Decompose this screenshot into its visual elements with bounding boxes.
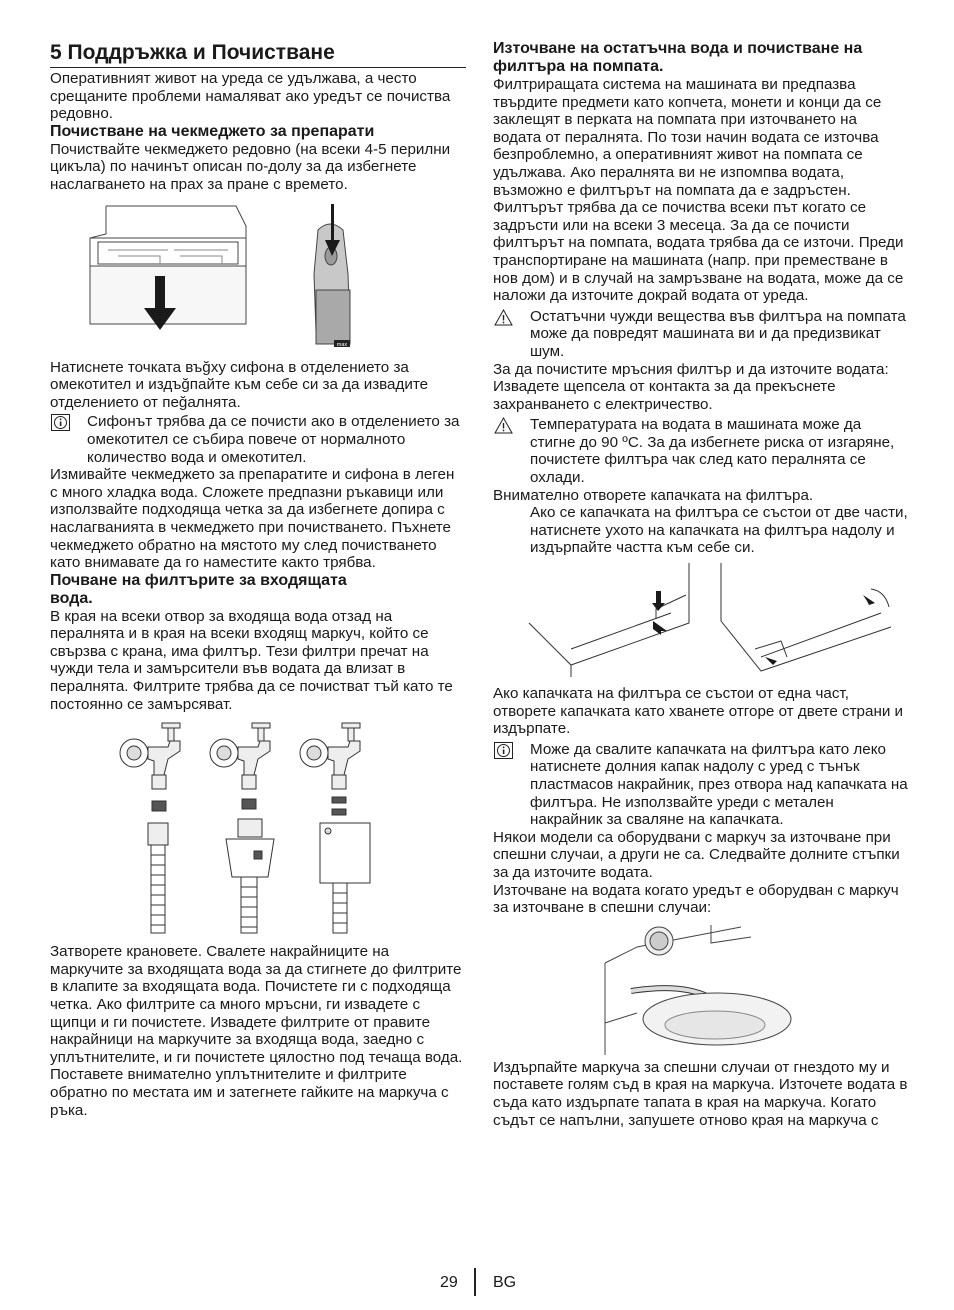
- warning-icon: [494, 417, 513, 434]
- arrow-icon: [653, 621, 667, 635]
- page-number: 29: [440, 1274, 458, 1291]
- footer-divider: [474, 1268, 476, 1296]
- pump-paragraph-3: Извадете щепсела от контакта за да прекъснете захранването с електричество.: [493, 378, 836, 413]
- drawer-note: Сифонът трябва да се почисти ако в отделението за омекотител се събира повече от нормалното количество вода и омекотител.: [50, 413, 466, 466]
- tap-middle: [210, 723, 274, 933]
- drawer-paragraph-3: Измивайте чекмеджето за препаратите и сифона в леген с много хладка вода. Сложете предпазни ръкавици или използвайте подходяща четка за да избегнете допира с наслагванията в чекмеджето при почистването. Пъхнете чекмеджето обратно на мястото му след почистването като внимавате да го наместите както трябва.: [50, 466, 455, 572]
- arrow-icon: [863, 595, 875, 605]
- pump-paragraph-7: Някои модели са оборудвани с маркуч за източване при спешни случаи, а други не са. Следвайте долните стъпки за да източите водата.: [493, 828, 900, 881]
- inlet-paragraph-1: В края на всеки отвор за входяща вода отзад на пералнята и в края на всеки входящ маркуч, който се свързва с крана, има филтър. Тези филтри пречат на чужди тела и замърсители във водата да влизат в пералнята. Филтрите трябва да се почистват тъй като те постоянно се замърсяват.: [50, 607, 453, 713]
- pump-heading: Източване на остатъчна вода и почистване на филтъра на помпата.: [493, 40, 863, 75]
- emergency-hose-illustration: [601, 923, 801, 1055]
- warning-note-1: Остатъчни чужди вещества във филтъра на помпата може да повредят машината ви и да предизвикат шум.: [493, 308, 908, 361]
- pump-paragraph-8: Източване на водата когато уредът е оборудван с маркуч за източване в спешни случаи:: [493, 881, 899, 917]
- drawer-illustration: [68, 204, 448, 356]
- pump-paragraph-4: Внимателно отворете капачката на филтъра.: [493, 486, 814, 504]
- left-column: [50, 40, 466, 1119]
- pump-paragraph-9: Издърпайте маркуча за спешни случаи от гнездото му и поставете голям съд в края на маркуча. Източете водата в съда като издърпате тапата в края на маркуча. Когато съдът се напълни, запушете отново края на маркуча с: [493, 1058, 908, 1129]
- warning-icon: [494, 309, 513, 326]
- right-column: [493, 40, 908, 1129]
- drawer-paragraph-2: Натиснете точката въğху сифона в отделението за омекотител и издъğпайте към себе си за да извадите отделението от пеğалнята.: [50, 358, 429, 411]
- inlet-paragraph-2: Затворете крановете. Свалете накрайниците на маркучите за входящата вода за да стигнете до филтрите в клапите за входящата вода. Почистете ги с подходяща четка. Ако филтрите са много мръсни, ги извадете с щипци и ги почистете. Извадете филтрите от правите накрайници на маркучите за входяща вода, заедно с уплътнителите, и ги почистете цялостно под течаща вода. Поставете внимателно уплътнителите и филтрите обратно по местата им и затегнете гайките на маркуча с ръка.: [50, 943, 463, 1119]
- pump-paragraph-1: Филтриращата система на машината ви предпазва твърдите предмети като копчета, монети и конци да се заклещят в перката на помпата при източването на водата от пералнята. По този начин водата се източва безпроблемно, а оперативният живот на помпата се удължава. Ако пералнята ви не изпомпва водата, възможно е филтърът на помпата да е задръстен. Филтърът трябва да се почиства всеки път когато се задръсти или на всеки 3 месеца. За да се почисти филтърът на помпата, водата трябва да се източи. Преди транспортиране на машината (напр. при преместване в нов дом) и в случай на замръзване на водата, може да се наложи да източите докрай водата от уреда.: [493, 76, 904, 305]
- filter-cap-illustration: [511, 561, 891, 681]
- tap-right: [300, 723, 370, 933]
- arrow-icon: [652, 591, 665, 611]
- info-note: Може да свалите капачката на филтъра като леко натиснете долния капак надолу с уред с тънък пластмасов накрайник, през отвора над капачката на филтъра. Не използвайте уреди с метален накрайник за сваляне на капачката.: [493, 741, 908, 829]
- info-icon: [494, 742, 513, 759]
- max-label: max: [336, 341, 348, 348]
- pump-paragraph-6: Ако капачката на филтъра се състои от една част, отворете капачката като хванете отгоре от двете страни и издърпате.: [493, 685, 904, 738]
- tap-left: [120, 723, 180, 933]
- info-icon: [51, 414, 70, 431]
- pump-paragraph-5: Ако се капачката на филтъра се състои от две части, натиснете ухото на капачката на филтъра надолу и издърпайте частта към себе си.: [530, 504, 908, 557]
- inlet-filters-illustration: [108, 715, 408, 939]
- pump-paragraph-2: За да почистите мръсния филтър и да източите водата:: [493, 360, 889, 378]
- language-code: BG: [493, 1274, 517, 1291]
- arrow-icon: [765, 657, 777, 665]
- drawer-paragraph-1: Почиствайте чекмеджето редовно (на всеки 4-5 перилни цикъла) по начинът описан по-долу за да избегнете наслагването на прах за пране с времето.: [50, 140, 451, 193]
- drawer-heading: Почистване на чекмеджето за препарати: [50, 122, 375, 140]
- inlet-heading: Почване на филтърите за входящата вода.: [50, 571, 347, 607]
- intro-paragraph: Оперативният живот на уреда се удължава, а често срещаните проблеми намаляват ако уредът се почиства редовно.: [50, 70, 451, 123]
- section-title: 5 Поддръжка и Почистване: [50, 40, 466, 68]
- warning-note-2: Температурата на водата в машината може да стигне до 90 ºC. За да избегнете риска от изгаряне, почистете филтъра чак след като пералнята се охлади.: [493, 416, 908, 486]
